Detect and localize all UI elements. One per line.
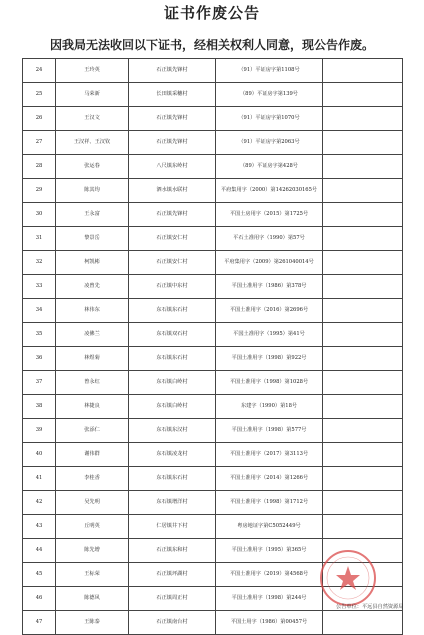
owner-name: 王汉祥、王汉钦	[56, 131, 129, 155]
certificate-number: 平国土准用字（2019）第4568号	[216, 563, 323, 587]
remarks-cell	[323, 59, 403, 83]
owner-name: 王陈泰	[56, 611, 129, 635]
remarks-cell	[323, 203, 403, 227]
certificate-number: 平国土准用字（1998）第922号	[216, 347, 323, 371]
remarks-cell	[323, 131, 403, 155]
location: 石正镇先锋村	[129, 131, 216, 155]
certificate-number: 平国土准用字（1986）第378号	[216, 275, 323, 299]
remarks-cell	[323, 371, 403, 395]
location: 东石镇白岭村	[129, 371, 216, 395]
owner-name: 凌曾先	[56, 275, 129, 299]
certificate-number: 东建字（1990）第18号	[216, 395, 323, 419]
owner-name: 曾永红	[56, 371, 129, 395]
location: 东石镇增洋村	[129, 491, 216, 515]
owner-name: 林煜菊	[56, 347, 129, 371]
row-number: 46	[23, 587, 56, 611]
table-row	[23, 227, 403, 251]
certificate-number: （91）平证房字第1070号	[216, 107, 323, 131]
remarks-cell	[323, 515, 403, 539]
location: 石正镇先锋村	[129, 107, 216, 131]
location: 石正镇先锋村	[129, 59, 216, 83]
location: 东石镇东石村	[129, 299, 216, 323]
location: 东石镇凌龙村	[129, 443, 216, 467]
row-number: 42	[23, 491, 56, 515]
owner-name: 吴先明	[56, 491, 129, 515]
certificate-number: 平国土准用字（1998）第244号	[216, 587, 323, 611]
owner-name: 张运春	[56, 155, 129, 179]
row-number: 34	[23, 299, 56, 323]
remarks-cell	[323, 83, 403, 107]
row-number: 31	[23, 227, 56, 251]
owner-name: 王玲英	[56, 59, 129, 83]
table-row	[23, 59, 403, 83]
owner-name: 丘明英	[56, 515, 129, 539]
row-number: 39	[23, 419, 56, 443]
remarks-cell	[323, 179, 403, 203]
certificate-number: 平国土准用字（1995）第41号	[216, 323, 323, 347]
row-number: 35	[23, 323, 56, 347]
remarks-cell	[323, 323, 403, 347]
table-row	[23, 443, 403, 467]
row-number: 38	[23, 395, 56, 419]
table-row	[23, 395, 403, 419]
remarks-cell	[323, 155, 403, 179]
owner-name: 王标荣	[56, 563, 129, 587]
table-row	[23, 347, 403, 371]
row-number: 24	[23, 59, 56, 83]
remarks-cell	[323, 419, 403, 443]
location: 东石镇东石村	[129, 347, 216, 371]
row-number: 45	[23, 563, 56, 587]
issuing-authority: 公告单位：平远县自然资源局	[336, 604, 404, 610]
certificate-number: 粤房地证字第C5052449号	[216, 515, 323, 539]
row-number: 32	[23, 251, 56, 275]
table-row	[23, 371, 403, 395]
certificate-number: 平石土准用字（1990）第57号	[216, 227, 323, 251]
row-number: 36	[23, 347, 56, 371]
location: 石正镇安仁村	[129, 251, 216, 275]
location: 石正镇南台村	[129, 611, 216, 635]
owner-name: 林伟东	[56, 299, 129, 323]
location: 东石镇东石村	[129, 467, 216, 491]
owner-name: 马荣新	[56, 83, 129, 107]
remarks-cell	[323, 251, 403, 275]
certificate-number: 平国土准用字（1998）第577号	[216, 419, 323, 443]
certificate-number: 平国土准用字（1998）第1712号	[216, 491, 323, 515]
table-row	[23, 155, 403, 179]
certificate-number: 平国土准用字（2014）第1266号	[216, 467, 323, 491]
location: 石正镇周正村	[129, 587, 216, 611]
owner-name: 谢伟群	[56, 443, 129, 467]
location: 八尺镇东岭村	[129, 155, 216, 179]
table-row	[23, 467, 403, 491]
certificate-number: 平国土准用字（1995）第365号	[216, 539, 323, 563]
location: 石正镇东和村	[129, 539, 216, 563]
row-number: 47	[23, 611, 56, 635]
owner-name: 凌佛兰	[56, 323, 129, 347]
remarks-cell	[323, 275, 403, 299]
row-number: 40	[23, 443, 56, 467]
location: 长田镇采穗村	[129, 83, 216, 107]
owner-name: 李桂香	[56, 467, 129, 491]
owner-name: 柯凯彬	[56, 251, 129, 275]
location: 东石镇东汉村	[129, 419, 216, 443]
certificate-number: 平府集用字（2000）第14262030165号	[216, 179, 323, 203]
table-row	[23, 323, 403, 347]
location: 仁居镇井下村	[129, 515, 216, 539]
table-row	[23, 299, 403, 323]
row-number: 41	[23, 467, 56, 491]
certificate-number: 平府集用字（2009）第261040014号	[216, 251, 323, 275]
table-row	[23, 275, 403, 299]
remarks-cell	[323, 611, 403, 635]
location: 东石镇双石村	[129, 323, 216, 347]
location: 东石镇白岭村	[129, 395, 216, 419]
certificate-number: （91）平证房字第1108号	[216, 59, 323, 83]
table-row	[23, 251, 403, 275]
row-number: 44	[23, 539, 56, 563]
owner-name: 王永富	[56, 203, 129, 227]
certificate-number: 平国土准用字（2016）第2696号	[216, 299, 323, 323]
row-number: 30	[23, 203, 56, 227]
row-number: 29	[23, 179, 56, 203]
row-number: 33	[23, 275, 56, 299]
certificate-number: 平国土准用字（1998）第1028号	[216, 371, 323, 395]
table-row	[23, 179, 403, 203]
owner-name: 陈其均	[56, 179, 129, 203]
location: 泗水镇水联村	[129, 179, 216, 203]
remarks-cell	[323, 299, 403, 323]
row-number: 25	[23, 83, 56, 107]
table-row	[23, 107, 403, 131]
owner-name: 林捷良	[56, 395, 129, 419]
remarks-cell	[323, 347, 403, 371]
certificate-number: （91）平证房字第2063号	[216, 131, 323, 155]
remarks-cell	[323, 491, 403, 515]
table-row	[23, 83, 403, 107]
table-row	[23, 491, 403, 515]
notice-subtitle: 因我局无法收回以下证书，经相关权利人同意，现公告作废。	[49, 38, 374, 52]
table-row	[23, 515, 403, 539]
table-row	[23, 611, 403, 635]
certificate-number: 平国土房用字（2015）第1725号	[216, 203, 323, 227]
table-row	[23, 131, 403, 155]
row-number: 26	[23, 107, 56, 131]
table-row	[23, 203, 403, 227]
owner-name: 王汉文	[56, 107, 129, 131]
remarks-cell	[323, 395, 403, 419]
certificate-number: 平国土准用字（2017）第3113号	[216, 443, 323, 467]
owner-name: 张添仁	[56, 419, 129, 443]
owner-name: 陈德风	[56, 587, 129, 611]
remarks-cell	[323, 467, 403, 491]
location: 石正镇中东村	[129, 275, 216, 299]
remarks-cell	[323, 227, 403, 251]
remarks-cell	[323, 107, 403, 131]
certificate-number: （89）平证房字第428号	[216, 155, 323, 179]
certificate-number: 平国土用字（1986）第00457号	[216, 611, 323, 635]
certificate-number: （89）平证房字第139号	[216, 83, 323, 107]
table-row	[23, 419, 403, 443]
row-number: 27	[23, 131, 56, 155]
row-number: 37	[23, 371, 56, 395]
location: 石正镇安仁村	[129, 227, 216, 251]
owner-name: 陈先增	[56, 539, 129, 563]
remarks-cell	[323, 443, 403, 467]
row-number: 28	[23, 155, 56, 179]
location: 石正镇先锋村	[129, 203, 216, 227]
location: 石正镇坪湖村	[129, 563, 216, 587]
owner-name: 黎景岳	[56, 227, 129, 251]
official-seal-icon	[318, 548, 378, 608]
row-number: 43	[23, 515, 56, 539]
notice-title: 证书作废公告	[163, 4, 260, 22]
